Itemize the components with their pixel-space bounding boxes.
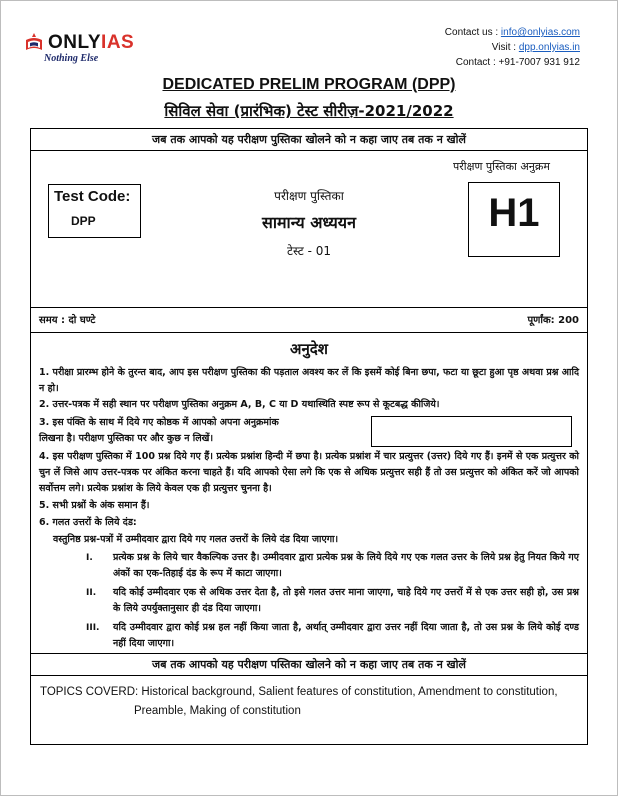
- warning-top: जब तक आपको यह परीक्षण पुस्तिका खोलने को न कहा जाए तब तक न खोलें: [152, 133, 466, 146]
- penalty-text: यदि कोई उम्मीदवार एक से अधिक उत्तर देता है, तो इसे गलत उत्तर माना जाएगा, चाहे दिये गए उत्तरों में से एक उत्तर सही हो, उस प्रश्न के लिये उपर्युक्तानुसार ही दंड दिया जाएगा।: [113, 587, 579, 614]
- topics-line-2: Preamble, Making of constitution: [134, 705, 301, 717]
- instruction-3-line-2: लिखना है। परीक्षण पुस्तिका पर और कुछ न लिखें।: [39, 433, 214, 444]
- divider-topics: [31, 675, 587, 676]
- contact-phone-value: +91-7007 931 912: [498, 57, 580, 68]
- penalty-numeral: III.: [86, 623, 100, 633]
- booklet-series-box: [468, 182, 560, 257]
- divider-bottom-warning: [31, 653, 587, 654]
- booklet-cover-box: [30, 128, 588, 745]
- roll-number-input-box[interactable]: [371, 416, 572, 447]
- brand-tagline: Nothing Else: [44, 53, 99, 64]
- divider-time-top: [31, 307, 587, 308]
- contact-block: [445, 25, 580, 70]
- brand-name-accent: IAS: [101, 32, 135, 53]
- instruction-5: 5. सभी प्रश्नों के अंक समान हैं।: [39, 500, 150, 511]
- topics-line-1: TOPICS COVERD: Historical background, Salient features of constitution, Amendment to constitution,: [40, 686, 558, 698]
- topics-covered: [40, 683, 585, 721]
- contact-email-link[interactable]: info@onlyias.com: [500, 27, 580, 38]
- instructions-heading: अनुदेश: [290, 340, 328, 358]
- divider-time-bottom: [31, 332, 587, 333]
- penalty-text: यदि उम्मीदवार द्वारा कोई प्रश्न हल नहीं किया जाता है, अर्थात् उम्मीदवार द्वारा उत्तर नहीं दिया जाता है, तो उस प्रश्न के लिये कोई दण्ड नहीं दिया जाएगा।: [113, 622, 579, 649]
- instruction-6-intro: वस्तुनिष्ठ प्रश्न-पत्रों में उम्मीदवार द्वारा दिये गए गलत उत्तरों के लिये दंड दिया जाएगा।: [53, 534, 339, 545]
- warning-bottom: जब तक आपको यह परीक्षण पस्तिका खोलने को न कहा जाए तब तक न खोलें: [152, 658, 466, 671]
- test-code-box: [48, 184, 141, 238]
- document-subtitle: सिविल सेवा (प्रारंभिक) टेस्ट सीरीज़-2021/2022: [164, 102, 454, 120]
- contact-website-row: [445, 40, 580, 55]
- test-code-label: Test Code:: [54, 188, 131, 205]
- instruction-2: 2. उत्तर-पत्रक में सही स्थान पर परीक्षण पुस्तिका अनुक्रम A, B, C या D यथास्थिति स्पष्ट रूप से कूटबद्ध कीजिये।: [39, 399, 440, 410]
- contact-email-label: Contact us :: [444, 27, 501, 38]
- logo-emblem-icon: [24, 32, 44, 54]
- instruction-3-line-1: 3. इस पंक्ति के साथ में दिये गए कोष्ठक में आपको अपना अनुक्रमांक: [39, 417, 279, 428]
- penalty-text: प्रत्येक प्रश्न के लिये चार वैकल्पिक उत्तर है। उम्मीदवार द्वारा प्रत्येक प्रश्न के लिये दिये गए एक गलत उत्तर के लिये प्रश्न हेतु नियत किये गए अंकों का एक-तिहाई दंड के रूप में काटा जाएगा।: [113, 552, 579, 579]
- divider-top: [31, 150, 587, 151]
- brand-name-main: ONLY: [48, 32, 102, 53]
- brand-name: [48, 34, 134, 52]
- contact-website-link[interactable]: dpp.onlyias.in: [518, 42, 580, 53]
- test-code-value: DPP: [71, 214, 96, 228]
- contact-phone-row: [445, 55, 580, 70]
- contact-website-label: Visit :: [491, 42, 519, 53]
- test-number: टेस्ट - 01: [287, 244, 331, 258]
- instruction-6: 6. गलत उत्तरों के लिये दंड:: [39, 517, 137, 528]
- brand-logo: [24, 32, 134, 54]
- instruction-4: 4. इस परीक्षण पुस्तिका में 100 प्रश्न दिये गए हैं। प्रत्येक प्रश्नांश हिन्दी में छपा है। प्रत्येक प्रश्नांश में चार प्रत्युत्तर (उत्तर) दिये गए हैं। इनमें से एक प्रत्युत्तर को चुन लें जिसे आप उत्तर-पत्रक पर अंकित करना चाहते हैं। यदि आपको ऐसा लगे कि एक से अधिक प्रत्युत्तर सही हैं तो उस प्रत्युत्तर को अंकित करें जो आपको सर्वोत्तम लगे। प्रत्येक प्रश्नांश के लिये केवल एक ही प्रत्युत्तर चुनना है।: [39, 451, 579, 494]
- penalty-numeral: II.: [86, 588, 97, 598]
- booklet-label: परीक्षण पुस्तिका: [274, 189, 344, 203]
- booklet-serial-label: परीक्षण पुस्तिका अनुक्रम: [453, 160, 550, 173]
- booklet-series-value: H1: [488, 191, 540, 235]
- exam-duration: समय : दो घण्टे: [39, 315, 96, 326]
- penalty-numeral: I.: [86, 553, 93, 563]
- subject-title: सामान्य अध्ययन: [262, 213, 356, 232]
- instruction-1: 1. परीक्षा प्रारम्भ होने के तुरन्त बाद, आप इस परीक्षण पुस्तिका की पड़ताल अवश्य कर लें कि इसमें कोई बिना छपा, फटा या छूटा हुआ पृष्ठ अथवा प्रश्न आदि न हो।: [39, 367, 579, 394]
- document-title: DEDICATED PRELIM PROGRAM (DPP): [162, 76, 456, 93]
- max-marks: पूर्णांक: 200: [527, 315, 579, 326]
- contact-phone-label: Contact :: [455, 57, 499, 68]
- contact-email-row: [445, 25, 580, 40]
